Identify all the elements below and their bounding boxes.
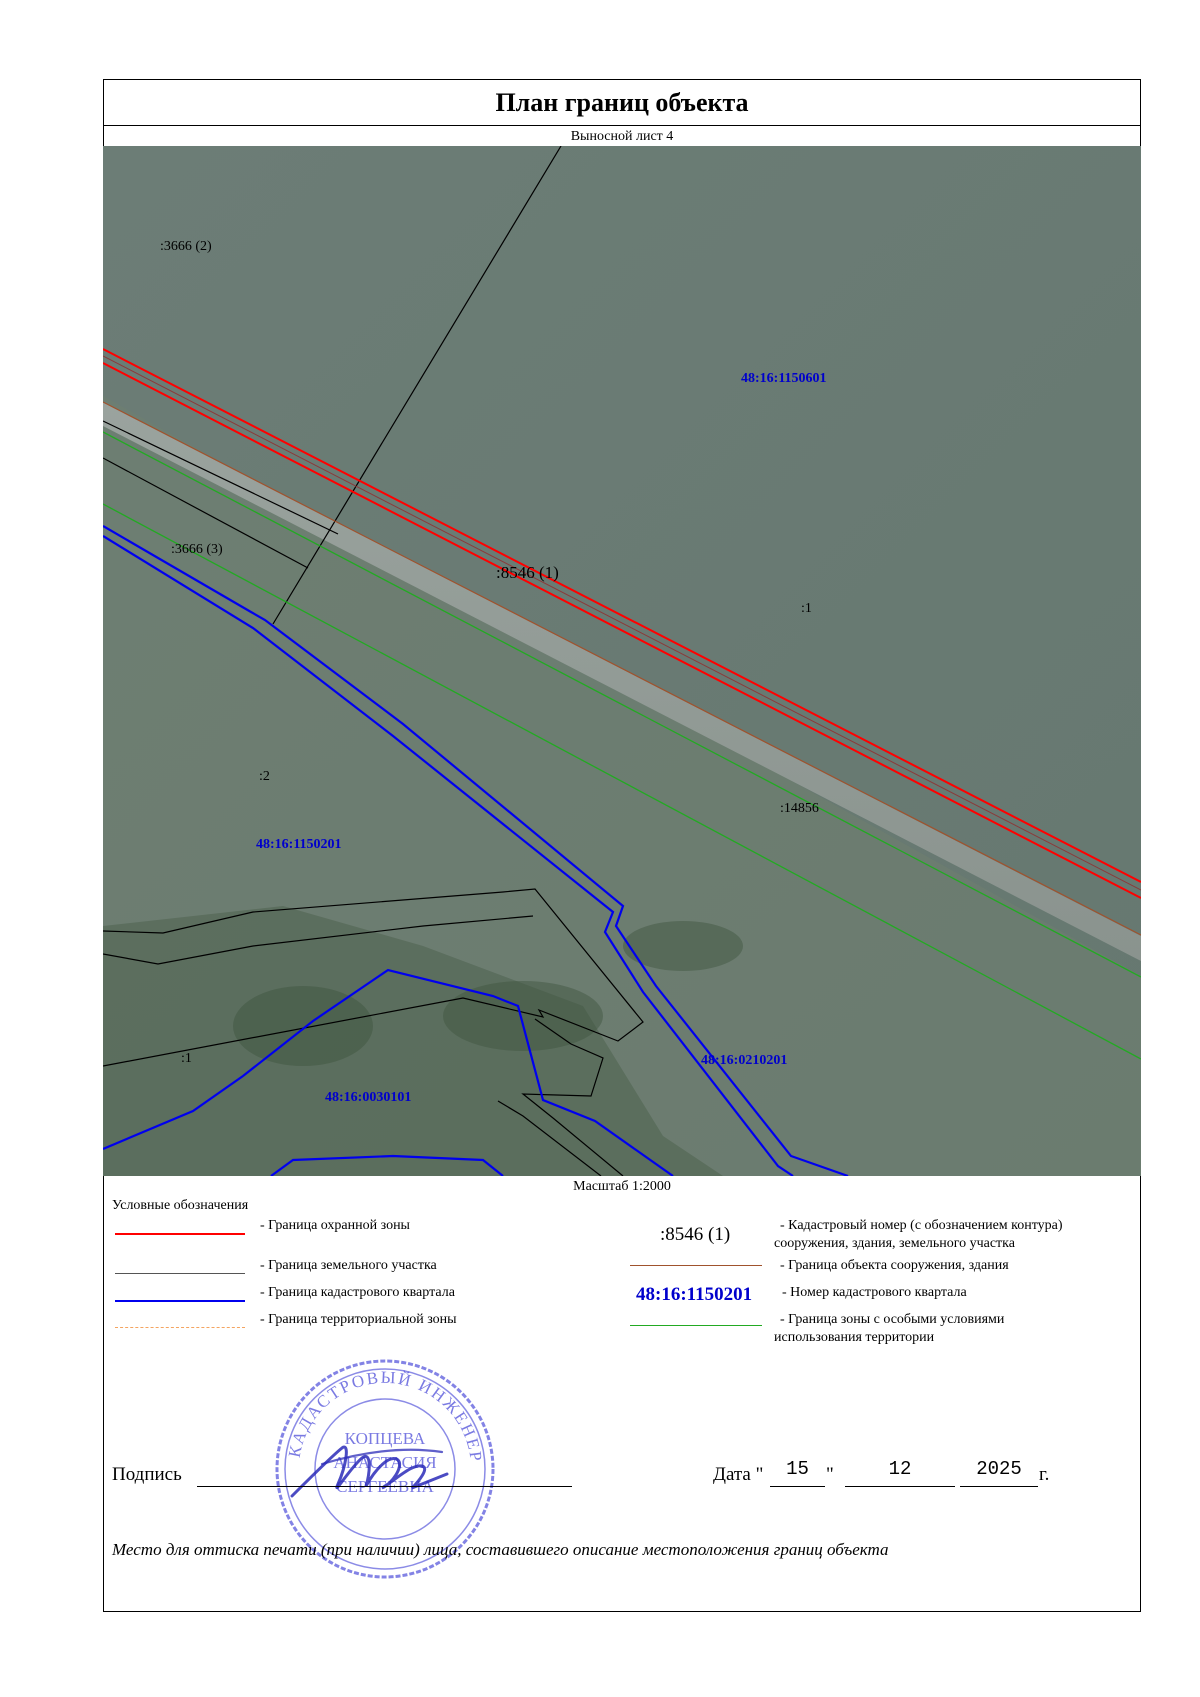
legend-title: Условные обозначения	[112, 1198, 249, 1213]
legend-swatch-territorial-zone	[115, 1327, 245, 1328]
sheet-label: Выносной лист 4	[570, 129, 674, 144]
legend-label-quarter-number: - Номер кадастрового квартала	[782, 1285, 967, 1300]
stamp-place-note: Место для оттиска печати (при наличии) лица, составившего описание местоположения границ объекта	[112, 1540, 889, 1559]
stamp-name-line: АНАСТАСИЯ	[333, 1453, 437, 1472]
legend-sample-cadastral-number: :8546 (1)	[660, 1224, 731, 1245]
map-canvas	[103, 146, 1141, 1176]
date-year-value: 2025	[976, 1458, 1022, 1480]
date-month-line	[845, 1486, 955, 1487]
signature-line	[197, 1486, 572, 1487]
stamp-name-line: КОПЦЕВА	[344, 1429, 426, 1448]
date-day-line	[770, 1486, 825, 1487]
map-label-quarter: 48:16:1150601	[741, 371, 827, 386]
legend-swatch-special-zone	[630, 1325, 762, 1326]
legend-swatch-land-parcel	[115, 1273, 245, 1274]
legend-label-territorial-zone: - Граница территориальной зоны	[260, 1312, 457, 1327]
legend-label-land-parcel: - Граница земельного участка	[260, 1258, 437, 1273]
map-label-parcel: :3666 (2)	[160, 239, 212, 254]
legend-label-protection-zone: - Граница охранной зоны	[260, 1218, 410, 1233]
map-label-parcel: :1	[181, 1051, 192, 1066]
legend-label-special-zone-cont: использования территории	[774, 1330, 935, 1345]
map-label-parcel: :3666 (3)	[171, 542, 223, 557]
map-label-parcel: :2	[259, 769, 270, 784]
aerial-tree-clump	[233, 986, 373, 1066]
legend-label-cadastral-number: - Кадастровый номер (с обозначением контура)	[780, 1218, 1063, 1233]
legend-label-cadastral-quarter: - Граница кадастрового квартала	[260, 1285, 455, 1300]
date-label: Дата "	[713, 1464, 764, 1485]
map-label-quarter: 48:16:0210201	[701, 1053, 788, 1068]
date-year-line	[960, 1486, 1038, 1487]
date-year-suffix: г.	[1039, 1464, 1050, 1485]
date-day-value: 15	[786, 1458, 809, 1480]
map-label-quarter: 48:16:0030101	[325, 1090, 412, 1105]
legend-swatch-protection-zone	[115, 1233, 245, 1235]
legend-swatch-cadastral-quarter	[115, 1300, 245, 1302]
legend-label-object-boundary: - Граница объекта сооружения, здания	[780, 1258, 1009, 1273]
signature-label: Подпись	[112, 1464, 182, 1485]
aerial-tree-clump	[443, 981, 603, 1051]
date-month-value: 12	[888, 1458, 912, 1480]
stamp-ring-text: КАДАСТРОВЫЙ ИНЖЕНЕР	[284, 1367, 486, 1464]
legend-sample-quarter-number: 48:16:1150201	[636, 1284, 753, 1305]
map-label-object: :8546 (1)	[496, 563, 559, 582]
scale-label: Масштаб 1:2000	[573, 1179, 671, 1194]
date-day-quote: "	[826, 1464, 834, 1485]
stamp-name-line: СЕРГЕЕВНА	[336, 1477, 434, 1496]
page-title: План границ объекта	[103, 79, 1141, 126]
map-label-quarter: 48:16:1150201	[256, 837, 342, 852]
legend-label-cadastral-number-cont: сооружения, здания, земельного участка	[774, 1236, 1015, 1251]
legend-label-special-zone: - Граница зоны с особыми условиями	[780, 1312, 1005, 1327]
map-label-parcel: :14856	[780, 801, 819, 816]
map-label-parcel: :1	[801, 601, 812, 616]
legend-swatch-object-boundary	[630, 1265, 762, 1266]
